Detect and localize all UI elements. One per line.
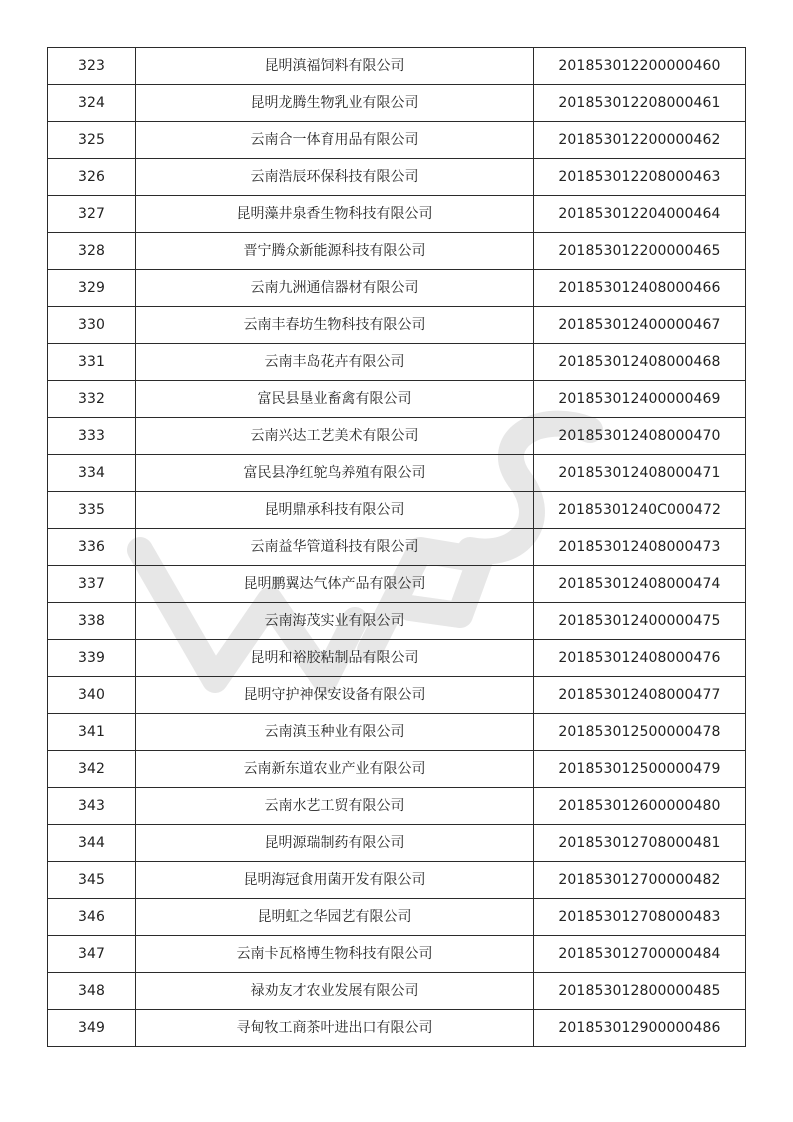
table-row [48,1010,746,1047]
registration-code: 20185301240C000472 [534,492,746,529]
company-name: 云南九洲通信器材有限公司 [136,270,534,307]
row-number: 335 [48,492,136,529]
registration-code: 201853012700000484 [534,936,746,973]
company-name: 昆明海冠食用菌开发有限公司 [136,862,534,899]
table-row [48,566,746,603]
table-row [48,825,746,862]
table-row [48,936,746,973]
row-number: 344 [48,825,136,862]
table-row [48,381,746,418]
table-row [48,48,746,85]
company-name: 昆明和裕胶粘制品有限公司 [136,640,534,677]
registration-code: 201853012700000482 [534,862,746,899]
registration-code: 201853012200000465 [534,233,746,270]
row-number: 345 [48,862,136,899]
registration-code: 201853012408000474 [534,566,746,603]
company-name: 云南合一体育用品有限公司 [136,122,534,159]
row-number: 343 [48,788,136,825]
company-name: 昆明藻井泉香生物科技有限公司 [136,196,534,233]
company-name: 云南卡瓦格博生物科技有限公司 [136,936,534,973]
registration-code: 201853012200000462 [534,122,746,159]
table-row [48,159,746,196]
registration-code: 201853012408000477 [534,677,746,714]
company-name: 昆明鹏翼达气体产品有限公司 [136,566,534,603]
row-number: 334 [48,455,136,492]
table-row [48,862,746,899]
company-name: 云南滇玉种业有限公司 [136,714,534,751]
row-number: 341 [48,714,136,751]
table-row [48,122,746,159]
company-name: 云南浩辰环保科技有限公司 [136,159,534,196]
row-number: 327 [48,196,136,233]
row-number: 340 [48,677,136,714]
row-number: 330 [48,307,136,344]
registration-code: 201853012708000483 [534,899,746,936]
registration-code: 201853012500000479 [534,751,746,788]
table-row [48,899,746,936]
registration-code: 201853012400000475 [534,603,746,640]
registration-code: 201853012708000481 [534,825,746,862]
registration-code: 201853012600000480 [534,788,746,825]
registration-code: 201853012200000460 [534,48,746,85]
company-name: 晋宁腾众新能源科技有限公司 [136,233,534,270]
table-row [48,714,746,751]
registration-code: 201853012408000468 [534,344,746,381]
row-number: 329 [48,270,136,307]
company-name: 云南兴达工艺美术有限公司 [136,418,534,455]
company-name: 云南丰岛花卉有限公司 [136,344,534,381]
table-row [48,270,746,307]
company-name: 云南益华管道科技有限公司 [136,529,534,566]
registration-code: 201853012204000464 [534,196,746,233]
registration-code: 201853012400000469 [534,381,746,418]
row-number: 324 [48,85,136,122]
table-row [48,751,746,788]
row-number: 331 [48,344,136,381]
registration-code: 201853012408000471 [534,455,746,492]
company-name: 云南丰春坊生物科技有限公司 [136,307,534,344]
registration-code: 201853012208000463 [534,159,746,196]
registration-code: 201853012500000478 [534,714,746,751]
table-row [48,788,746,825]
table-row [48,973,746,1010]
registration-code: 201853012408000470 [534,418,746,455]
company-name: 云南海茂实业有限公司 [136,603,534,640]
company-list-table [47,47,746,1047]
table-row [48,603,746,640]
row-number: 338 [48,603,136,640]
row-number: 328 [48,233,136,270]
company-name: 昆明守护神保安设备有限公司 [136,677,534,714]
table-row [48,233,746,270]
company-name: 禄劝友才农业发展有限公司 [136,973,534,1010]
row-number: 333 [48,418,136,455]
row-number: 339 [48,640,136,677]
company-name: 云南水艺工贸有限公司 [136,788,534,825]
row-number: 346 [48,899,136,936]
row-number: 348 [48,973,136,1010]
row-number: 332 [48,381,136,418]
registration-code: 201853012800000485 [534,973,746,1010]
table-row [48,85,746,122]
table-row [48,640,746,677]
registration-code: 201853012900000486 [534,1010,746,1047]
table-row [48,196,746,233]
table-row [48,492,746,529]
registration-code: 201853012400000467 [534,307,746,344]
table-row [48,677,746,714]
row-number: 326 [48,159,136,196]
table-row [48,307,746,344]
table-row [48,344,746,381]
row-number: 336 [48,529,136,566]
row-number: 342 [48,751,136,788]
table-row [48,418,746,455]
table-row [48,529,746,566]
company-name: 富民县垦业畜禽有限公司 [136,381,534,418]
registration-code: 201853012408000476 [534,640,746,677]
table-row [48,455,746,492]
row-number: 323 [48,48,136,85]
registration-code: 201853012408000466 [534,270,746,307]
registration-code: 201853012408000473 [534,529,746,566]
company-name: 寻甸牧工商茶叶进出口有限公司 [136,1010,534,1047]
row-number: 349 [48,1010,136,1047]
company-name: 昆明龙腾生物乳业有限公司 [136,85,534,122]
registration-code: 201853012208000461 [534,85,746,122]
company-name: 昆明滇福饲料有限公司 [136,48,534,85]
row-number: 325 [48,122,136,159]
row-number: 337 [48,566,136,603]
company-name: 昆明虹之华园艺有限公司 [136,899,534,936]
company-list-body [48,48,746,1047]
company-name: 昆明源瑞制药有限公司 [136,825,534,862]
row-number: 347 [48,936,136,973]
company-name: 昆明鼎承科技有限公司 [136,492,534,529]
company-name: 云南新东道农业产业有限公司 [136,751,534,788]
company-name: 富民县净红鸵鸟养殖有限公司 [136,455,534,492]
